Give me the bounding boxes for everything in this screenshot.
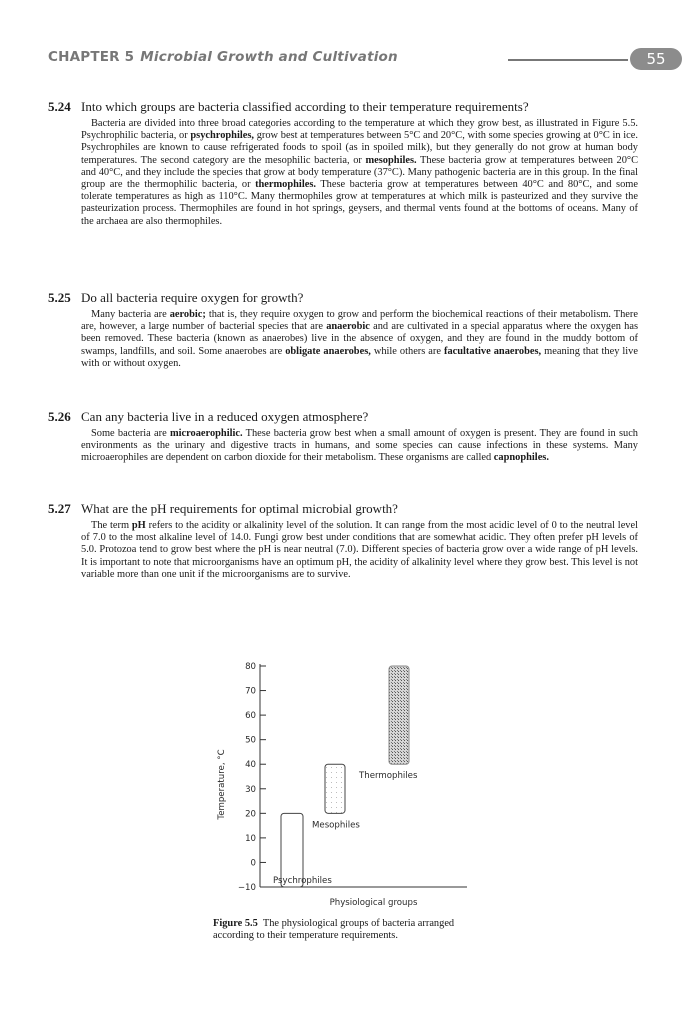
figure-caption: [213, 918, 471, 942]
answer-text: Some bacteria are microaerophilic. These bacteria grow best when a small amount of oxygen is present. They are found in such environments as the urinary and digestive tracts in humans, and some species can cause infections in these systems. Many microaerophiles are dependent on carbon dioxide for their metabolism. These organisms are called capnophiles.: [81, 428, 638, 464]
series-label-mesophiles: Mesophiles: [312, 820, 360, 831]
question-heading: [48, 99, 638, 114]
chapter-title: Microbial Growth and Cultivation: [140, 49, 398, 65]
question-number: 5.25: [48, 290, 71, 305]
y-tick-label: 40: [245, 760, 256, 771]
section-5-25: [48, 290, 638, 370]
question-number: 5.27: [48, 501, 71, 516]
question-text: Do all bacteria require oxygen for growth?: [81, 290, 304, 305]
range-bar-mesophiles: [325, 764, 345, 813]
page-number: 55: [630, 48, 682, 70]
y-tick-label: 50: [245, 735, 256, 746]
y-tick-label: 0: [250, 858, 256, 869]
question-text: What are the pH requirements for optimal microbial growth?: [81, 501, 398, 516]
figure-caption-text: The physiological groups of bacteria arranged according to their temperature requirements.: [213, 918, 455, 942]
answer-text: Bacteria are divided into three broad categories according to the temperature at which they grow best, as illustrated in Figure 5.5. Psychrophilic bacteria, or psychrophiles, grow best at temperatures between 5°C and 20°C, with some species growing at 0°C in ice. Psychrophiles are known to cause refrigerated foods to spoil (as in spoiled milk), but they generally do not grow at human body temperatures. The second category are the mesophilic bacteria, or mesophiles. These bacteria grow at temperatures between 20°C and 40°C, and they include the species that grow at body temperature (37°C). Many pathogenic bacteria are in this group. In the final group are the thermophilic bacteria, or thermophiles. These bacteria grow at temperatures between 40°C and 80°C, and some tolerate temperatures as high as 110°C. Many thermophiles grow at temperatures at which milk is pasteurized and they survive the pasteurization process. Thermophiles are found in hot springs, geysers, and thermal vents found at the bottoms of oceans. Many of the archaea are also thermophiles.: [81, 118, 639, 227]
header-rule: [508, 59, 628, 61]
x-axis-title: Physiological groups: [329, 898, 418, 908]
section-5-24: [48, 99, 638, 228]
page-header: [48, 48, 666, 70]
answer-text: Many bacteria are aerobic; that is, they require oxygen to grow and perform the biochemical reactions of their metabolism. There are, however, a large number of bacterial species that are anaerobic and are cultivated in a special apparatus where the oxygen has been removed. These bacteria (known as anaerobes) live in the absence of oxygen, and they are found in the muddy bottom of swamps, landfills, and soil. Some anaerobes are obligate anaerobes, while others are facultative anaerobes, meaning that they live with or without oxygen.: [81, 309, 638, 369]
figure-label: Figure 5.5: [213, 918, 258, 929]
section-5-27: [48, 501, 638, 581]
y-tick-label: 60: [245, 711, 256, 722]
y-tick-label: 10: [245, 833, 256, 844]
figure-temperature-chart: [200, 650, 500, 925]
chapter-label: CHAPTER 5: [48, 49, 135, 65]
chapter-heading: [48, 49, 398, 65]
question-number: 5.24: [48, 99, 71, 114]
range-bar-thermophiles: [389, 666, 409, 764]
question-heading: [48, 290, 638, 305]
question-heading: [48, 501, 638, 516]
question-heading: [48, 409, 638, 424]
y-tick-label: 80: [245, 662, 256, 672]
series-label-psychrophiles: Psychrophiles: [273, 876, 332, 886]
y-tick-label: 70: [245, 686, 256, 697]
chart-svg: [200, 650, 500, 925]
question-text: Into which groups are bacteria classified according to their temperature requirements?: [81, 99, 529, 114]
question-text: Can any bacteria live in a reduced oxygen atmosphere?: [81, 409, 369, 424]
series-label-thermophiles: Thermophiles: [359, 771, 418, 782]
answer-text: The term pH refers to the acidity or alkalinity level of the solution. It can range from the most acidic level of 0 to the neutral level of 7.0 to the most alkaline level of 14.0. Fungi grow best under conditions that are somewhat acidic. They often prefer pH levels of 5.0. Protozoa tend to grow best where the pH is near neutral (7.0). Different species of bacteria grow over a wide range of pH levels. It is important to note that microorganisms have an optimum pH, the acidity of alkalinity level where they grow best. This level is not variable more than one unit if the microorganisms are to survive.: [81, 520, 638, 580]
question-number: 5.26: [48, 409, 71, 424]
y-tick-label: 30: [245, 784, 256, 795]
y-tick-label: −10: [237, 883, 256, 893]
y-tick-label: 20: [245, 809, 256, 820]
y-axis-title: Temperature, °C: [217, 749, 227, 820]
section-5-26: [48, 409, 638, 465]
